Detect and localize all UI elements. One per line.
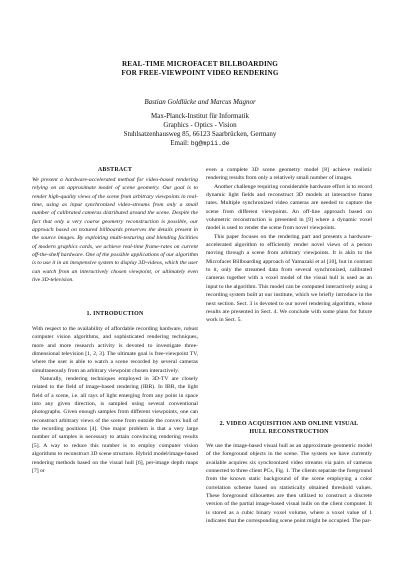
email-address: bg@mpii.de <box>190 140 230 147</box>
section-1-heading: 1. INTRODUCTION <box>86 311 144 317</box>
abstract-text: We present a hardware-accelerated method for video-based rendering relying on an approximate model of scene geometry. Our goal is to render high-quality views of the scene from arbitrary viewpoints in real-time, using as input synchronized video-streams from only a small number of calibrated cameras distributed around the scene. Despite the fact that only a very coarse geometry reconstruction is possible, our approach based on textured billboards preserves the details present in the source images. By exploiting multi-texturing and blending facilities of modern graphics cards, we achieve real-time frame-rates on current off-the-shelf hardware. One of the possible applications of our algorithm is to use it in an inexpensive system to display 3D-videos, which the user can watch from an interactively chosen viewpoint, or ultimately even live 3D-television. <box>32 177 198 284</box>
affiliation-institute: Max-Planck-Institut für Informatik <box>151 112 249 120</box>
column-2-paragraph-1: even a complete 3D scene geometry model [8] achieve realistic rendering results from only a relatively small number of images. <box>206 167 372 182</box>
section-2-heading-line-1: 2. VIDEO ACQUISITION AND ONLINE VISUAL <box>219 421 359 427</box>
section-1-paragraph-1: With respect to the availability of affordable recording hardware, robust computer vision algorithms, and sophisticated rendering techniques, more and more research activity is devoted to investigate three-dimensional television [1, 2, 3]. The ultimate goal is free-viewpoint TV, where the user is able to watch a scene recorded by several cameras simultaneously from an arbitrary viewpoint chosen interactively. <box>32 326 198 374</box>
introduction-section <box>32 310 198 475</box>
section-1-paragraph-2: Naturally, rendering techniques employed in 3D-TV are closely related to the field of image-based rendering (IBR). In IBR, the light field of a scene, i.e. all rays of light emerging from any point in space into any given direction, is sampled using several conventional photographs. Given enough samples from different viewpoints, one can reconstruct arbitrary views of the scene from outside the convex hull of the recording positions [4]. One major problem is that a very large number of samples is necessary to attain convincing rendering results [5]. A way to reduce this number is to employ computer vision algorithms to reconstruct 3D scene structure. Hybrid model/image-based rendering methods based on the visual hull [6], per-image depth maps [7] or <box>32 376 198 474</box>
paper-title-line-1: REAL-TIME MICROFACET BILLBOARDING <box>121 60 279 68</box>
abstract-heading: ABSTRACT <box>97 167 133 173</box>
section-2-paragraph-1: We use the image-based visual hull as an approximate geometric model of the foreground objects in the scene. The system we have currently available acquires six synchronized video streams via pairs of cameras connected to three client PCs, Fig. 1. The clients separate the foreground from the known static background of the scene employing a color correlation scheme based on statistically obtained threshold values. These foreground silhouettes are then utilized to construct a discrete version of the partial image-based visual hulls on the client computer. It is stored as a cubic binary voxel volume, where a voxel value of 1 indicates that the corresponding scene point might be occupied. The par- <box>206 443 372 525</box>
section-2-heading-line-2: HULL RECONSTRUCTION <box>249 429 329 435</box>
right-column <box>206 166 372 325</box>
column-2-paragraph-3: This paper focuses on the rendering part and presents a hardware-accelerated algorithm to efficiently render novel views of a person moving through a scene from arbitrary viewpoints. It is akin to the Microfacet Billboarding approach of Yamazaki et al [10], but in contrast to it, only the streamed data from several synchronized, calibrated cameras together with a voxel model of the visual hull is used as an input to the algorithm. This model can be computed interactively using a recording system built at our institute, which we briefly introduce in the next section. Sect. 3 is devoted to our novel rendering algorithm, whose results are presented in Sect. 4. We conclude with some plans for future work in Sect. 5. <box>206 233 372 324</box>
paper-authors: Bastian Goldlücke and Marcus Magnor <box>144 98 256 106</box>
affiliation-group: Graphics - Optics - Vision <box>163 121 237 129</box>
section-2 <box>206 420 372 525</box>
email-label: Email: <box>170 139 189 147</box>
left-column <box>32 166 198 284</box>
affiliation-address: Stuhlsatzenhausweg 85, 66123 Saarbrücken, Germany <box>123 130 277 138</box>
affiliation-email-line <box>0 139 400 148</box>
column-2-paragraph-2: Another challenge requiring considerable hardware effort is to record dynamic light fields and reconstruct 3D models at interactive frame rates. Multiple synchronized video cameras are needed to capture the scene from different viewpoints. An off-line approach based on volumetric reconstruction is presented in [9] where a dynamic voxel model is used to render the scene from novel viewpoints. <box>206 183 372 232</box>
paper-title-line-2: FOR FREE-VIEWPOINT VIDEO RENDERING <box>121 69 279 77</box>
